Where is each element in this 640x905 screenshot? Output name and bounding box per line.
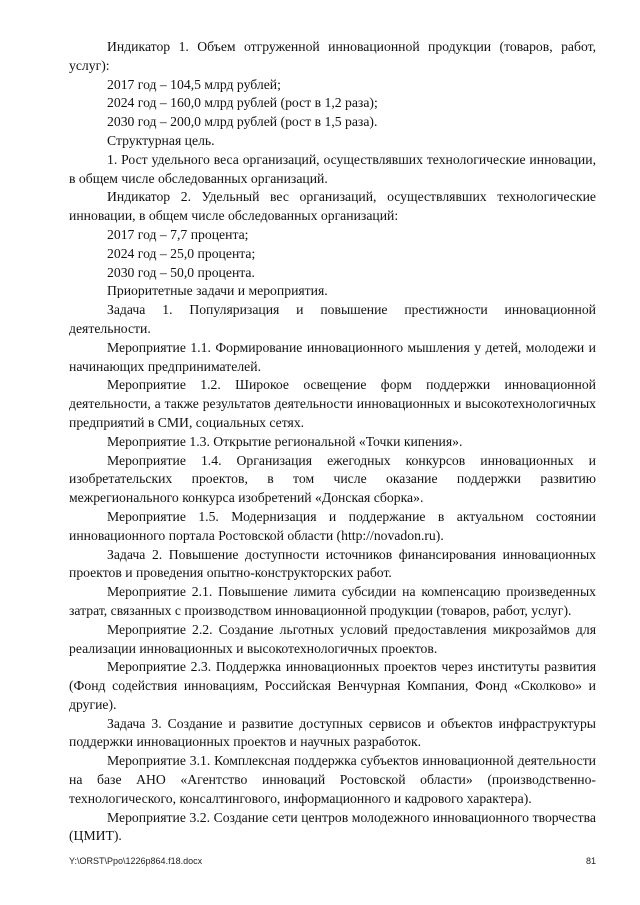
paragraph-2024-value: 2024 год – 160,0 млрд рублей (рост в 1,2 раза); [107,95,378,111]
paragraph-structural-goal: Структурная цель. [107,132,215,148]
paragraph-measure-3-2: Мероприятие 3.2. Создание сети центров молодежного инновационного творчества (ЦМИТ). [69,809,596,844]
paragraph-indicator-2: Индикатор 2. Удельный вес организаций, осуществлявших технологические инновации, в общем числе обследованных организаций: [69,189,596,224]
paragraph-task-2: Задача 2. Повышение доступности источников финансирования инновационных проектов и проведения опытно-конструкторских работ. [69,546,596,581]
paragraph-measure-2-3: Мероприятие 2.3. Поддержка инновационных проектов через институты развития (Фонд содействия инновациям, Российская Венчурная Компания, Фонд «Сколково» и другие). [69,659,596,712]
paragraph-measure-1-5: Мероприятие 1.5. Модернизация и поддержание в актуальном состоянии инновационного портала Ростовской области (http://novadon.ru). [69,508,596,543]
paragraph-measure-1-1: Мероприятие 1.1. Формирование инновационного мышления у детей, молодежи и начинающих предпринимателей. [69,339,596,374]
paragraph-measure-1-3: Мероприятие 1.3. Открытие региональной «Точки кипения». [107,433,463,449]
page-number: 81 [585,856,596,866]
paragraph-measure-1-4: Мероприятие 1.4. Организация ежегодных конкурсов инновационных и изобретательских проектов, в том числе оказание поддержки развитию межрегионального конкурса изобретений «Донская сборка». [69,452,596,506]
paragraph-task-1: Задача 1. Популяризация и повышение престижности инновационной деятельности. [69,302,596,336]
paragraph-2030-value: 2030 год – 200,0 млрд рублей (рост в 1,5 раза). [107,114,378,130]
paragraph-measure-2-1: Мероприятие 2.1. Повышение лимита субсидии на компенсацию произведенных затрат, связанных с производством инновационной продукции (товаров, работ, услуг). [69,584,596,618]
paragraph-2024-percent: 2024 год – 25,0 процента; [107,245,256,261]
paragraph-2017-percent: 2017 год – 7,7 процента; [107,226,249,242]
paragraph-measure-3-1: Мероприятие 3.1. Комплексная поддержка субъектов инновационной деятельности на базе АНО «Агентство инноваций Ростовской области» (производственно-технологического, консалтингового, информационного и кадрового характера). [69,753,596,806]
paragraph-task-3: Задача 3. Создание и развитие доступных сервисов и объектов инфраструктуры поддержки инновационных проектов и научных разработок. [69,715,596,750]
paragraph-indicator-1: Индикатор 1. Объем отгруженной инновационной продукции (товаров, работ, услуг): [69,39,596,73]
paragraph-2017-value: 2017 год – 104,5 млрд рублей; [107,76,281,92]
paragraph-measure-2-2: Мероприятие 2.2. Создание льготных условий предоставления микрозаймов для реализации инновационных и высокотехнологичных проектов. [69,621,596,656]
paragraph-measure-1-2: Мероприятие 1.2. Широкое освещение форм поддержки инновационной деятельности, а также результатов деятельности инновационных и высокотехнологичных предприятий в СМИ, социальных сетях. [69,377,596,430]
paragraph-goal-1: 1. Рост удельного веса организаций, осуществлявших технологические инновации, в общем числе обследованных организаций. [69,151,596,186]
document-body [69,38,596,846]
footer-file-path: Y:\ORST\Ppo\1226p864.f18.docx [69,856,203,866]
paragraph-priority-tasks: Приоритетные задачи и мероприятия. [107,283,328,299]
paragraph-2030-percent: 2030 год – 50,0 процента. [107,264,255,280]
